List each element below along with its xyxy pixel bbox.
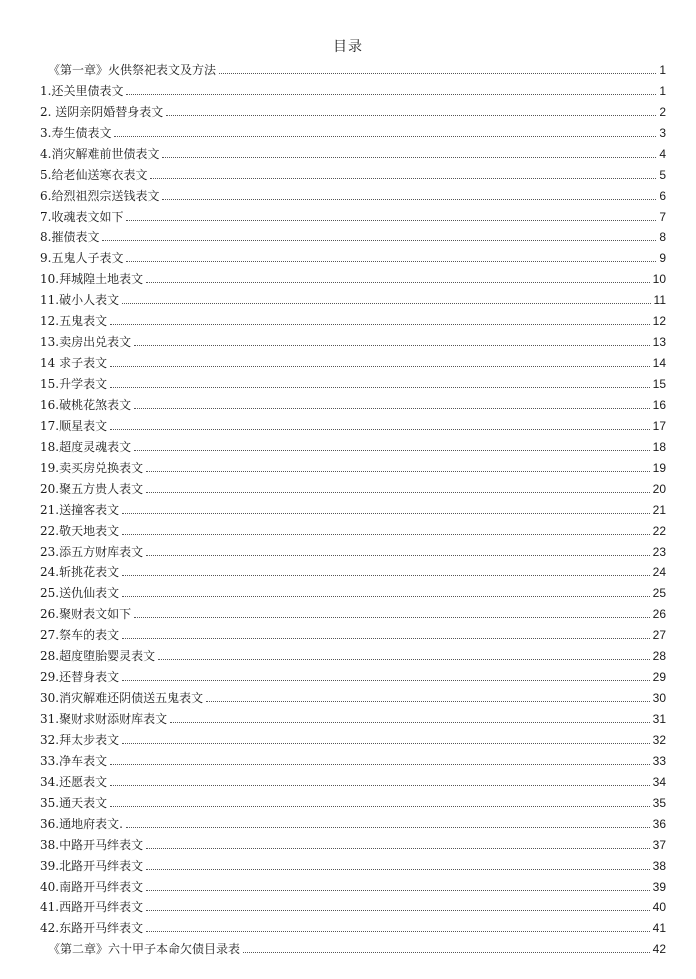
dot-leader — [122, 743, 650, 744]
toc-entry[interactable] — [40, 392, 666, 413]
toc-entry-title: 35.通天表文 — [40, 795, 108, 810]
dot-leader — [158, 659, 650, 660]
toc-entry-page-number: 11 — [653, 293, 666, 308]
dot-leader — [126, 827, 650, 828]
toc-entry-page-number: 5 — [659, 167, 666, 182]
toc-entry-title: 《第二章》六十甲子本命欠债目录表 — [48, 942, 241, 957]
toc-entry-title: 10.拜城隍土地表文 — [40, 272, 144, 287]
dot-leader — [134, 345, 650, 346]
toc-entry-page-number: 12 — [652, 314, 666, 329]
toc-entry-page-number: 8 — [659, 230, 666, 245]
dot-leader — [146, 848, 650, 849]
toc-entry-title: 19.卖买房兑换表文 — [40, 460, 144, 475]
toc-entry-page-number: 9 — [659, 251, 666, 266]
toc-entry[interactable] — [40, 78, 666, 99]
toc-entry-title: 17.顺星表文 — [40, 418, 108, 433]
toc-entry[interactable] — [40, 225, 666, 246]
toc-entry-title: 30.消灾解难还阴债送五鬼表文 — [40, 691, 204, 706]
toc-entry-title: 7.收魂表文如下 — [40, 209, 124, 224]
toc-entry-page-number: 25 — [652, 586, 666, 601]
toc-entry-page-number: 39 — [652, 879, 666, 894]
dot-leader — [146, 492, 650, 493]
toc-entry[interactable] — [40, 266, 666, 287]
toc-entry-title: 21.送撞客表文 — [40, 502, 120, 517]
toc-entry[interactable] — [40, 622, 666, 643]
toc-entry-page-number: 32 — [652, 732, 666, 747]
toc-entry-page-number: 4 — [659, 146, 666, 161]
dot-leader — [243, 952, 650, 953]
toc-entry[interactable] — [40, 601, 666, 622]
toc-entry[interactable] — [40, 162, 666, 183]
toc-entry-page-number: 35 — [652, 795, 666, 810]
toc-entry-title: 27.祭车的表文 — [40, 628, 120, 643]
toc-entry-page-number: 40 — [652, 900, 666, 915]
toc-entry-title: 6.给烈祖烈宗送钱表文 — [40, 188, 160, 203]
toc-entry-page-number: 36 — [652, 816, 666, 831]
toc-entry-page-number: 2 — [659, 104, 666, 119]
toc-entry-page-number: 1 — [659, 83, 666, 98]
toc-entry-title: 8.摧债表文 — [40, 230, 100, 245]
toc-entry[interactable] — [40, 790, 666, 811]
toc-entry[interactable] — [40, 141, 666, 162]
toc-entry[interactable] — [40, 580, 666, 601]
dot-leader — [146, 910, 650, 911]
toc-entry-page-number: 27 — [652, 628, 666, 643]
toc-entry-title: 18.超度灵魂表文 — [40, 439, 132, 454]
dot-leader — [110, 429, 650, 430]
toc-entry[interactable] — [40, 895, 666, 916]
toc-entry[interactable] — [40, 57, 666, 78]
toc-entry[interactable] — [40, 497, 666, 518]
dot-leader — [219, 73, 656, 74]
toc-entry-title: 3.寿生债表文 — [40, 125, 112, 140]
toc-entry-title: 16.破桃花煞表文 — [40, 397, 132, 412]
toc-entry[interactable] — [40, 434, 666, 455]
toc-entry[interactable] — [40, 308, 666, 329]
dot-leader — [146, 869, 650, 870]
dot-leader — [146, 931, 650, 932]
toc-entry-title: 5.给老仙送寒衣表文 — [40, 167, 148, 182]
toc-entry[interactable] — [40, 476, 666, 497]
toc-entry-page-number: 20 — [652, 481, 666, 496]
toc-entry[interactable] — [40, 518, 666, 539]
toc-entry[interactable] — [40, 915, 666, 936]
toc-entry-page-number: 16 — [652, 397, 666, 412]
toc-entry-page-number: 21 — [652, 502, 666, 517]
toc-entry-page-number: 34 — [652, 774, 666, 789]
toc-entry[interactable] — [40, 539, 666, 560]
toc-entry-page-number: 42 — [652, 942, 666, 957]
toc-entry-page-number: 41 — [652, 921, 666, 936]
toc-entry-page-number: 6 — [659, 188, 666, 203]
toc-entry-page-number: 38 — [652, 858, 666, 873]
toc-entry-title: 23.添五方财库表文 — [40, 544, 144, 559]
dot-leader — [146, 555, 650, 556]
toc-entry[interactable] — [40, 769, 666, 790]
dot-leader — [110, 806, 650, 807]
toc-entry[interactable] — [40, 727, 666, 748]
toc-entry-title: 29.还替身表文 — [40, 670, 120, 685]
toc-entry-page-number: 22 — [652, 523, 666, 538]
toc-entry-page-number: 18 — [652, 439, 666, 454]
dot-leader — [102, 240, 656, 241]
toc-entry-title: 26.聚财表文如下 — [40, 607, 132, 622]
toc-entry-page-number: 7 — [659, 209, 666, 224]
page-title: 目录 — [333, 39, 363, 55]
toc-entry[interactable] — [40, 874, 666, 895]
toc-entry-page-number: 3 — [659, 125, 666, 140]
toc-entry-title: 39.北路开马绊表文 — [40, 858, 144, 873]
toc-entry[interactable] — [40, 183, 666, 204]
toc-entry-page-number: 13 — [652, 335, 666, 350]
dot-leader — [122, 638, 650, 639]
toc-entry-title: 9.五鬼人子表文 — [40, 251, 124, 266]
toc-entry-page-number: 37 — [652, 837, 666, 852]
toc-entry[interactable] — [40, 245, 666, 266]
dot-leader — [166, 115, 656, 116]
toc-entry-page-number: 30 — [652, 691, 666, 706]
toc-entry[interactable] — [40, 664, 666, 685]
toc-entry-page-number: 23 — [652, 544, 666, 559]
dot-leader — [110, 366, 650, 367]
dot-leader — [134, 408, 650, 409]
toc-entry-title: 14 求子表文 — [40, 356, 108, 371]
toc-entry-title: 40.南路开马绊表文 — [40, 879, 144, 894]
toc-entry[interactable] — [40, 99, 666, 120]
dot-leader — [150, 178, 656, 179]
toc-entry[interactable] — [40, 329, 666, 350]
toc-entry-title: 4.消灾解难前世债表文 — [40, 146, 160, 161]
toc-entry-title: 42.东路开马绊表文 — [40, 921, 144, 936]
dot-leader — [206, 701, 650, 702]
toc-entry[interactable] — [40, 560, 666, 581]
dot-leader — [122, 534, 650, 535]
toc-entry-title: 36.通地府表文. — [40, 816, 123, 831]
toc-entry-page-number: 33 — [652, 753, 666, 768]
toc-entry-title: 15.升学表文 — [40, 377, 108, 391]
dot-leader — [122, 680, 650, 681]
toc-entry-page-number: 19 — [652, 460, 666, 475]
dot-leader — [110, 324, 650, 325]
toc-entry-title: 31.聚财求财添财库表文 — [40, 712, 168, 726]
toc-entry-title: 32.拜太步表文 — [40, 732, 120, 747]
dot-leader — [162, 157, 656, 158]
toc-entry[interactable] — [40, 204, 666, 225]
dot-leader — [110, 387, 650, 388]
toc-entry-title: 22.敬天地表文 — [40, 523, 120, 538]
toc-entry[interactable] — [40, 832, 666, 853]
toc-entry[interactable] — [40, 643, 666, 664]
dot-leader — [126, 220, 656, 221]
toc-entry-title: 34.还愿表文 — [40, 774, 108, 789]
dot-leader — [146, 890, 650, 891]
dot-leader — [134, 450, 650, 451]
toc-entry-page-number: 29 — [652, 670, 666, 685]
toc-entry-title: 12.五鬼表文 — [40, 314, 108, 329]
toc-entry-title: 33.净车表文 — [40, 753, 108, 768]
toc-entry[interactable] — [40, 748, 666, 769]
toc-entry-title: 《第一章》火供祭祀表文及方法 — [48, 62, 217, 77]
dot-leader — [146, 471, 650, 472]
toc-entry[interactable] — [40, 685, 666, 706]
toc-entry-title: 1.还关里债表文 — [40, 83, 124, 98]
toc-entry-title: 28.超度堕胎婴灵表文 — [40, 649, 156, 664]
toc-entry-page-number: 24 — [652, 565, 666, 580]
toc-entry-page-number: 14 — [652, 356, 666, 371]
toc-entry-page-number: 17 — [652, 418, 666, 433]
dot-leader — [122, 513, 650, 514]
toc-entry-page-number: 1 — [659, 62, 666, 77]
dot-leader — [114, 136, 656, 137]
toc-entry[interactable] — [40, 350, 666, 371]
dot-leader — [110, 785, 650, 786]
toc-entry-title: 38.中路开马绊表文 — [40, 837, 144, 852]
toc-entry-title: 41.西路开马绊表文 — [40, 900, 144, 915]
dot-leader — [126, 261, 656, 262]
dot-leader — [146, 282, 650, 283]
toc-entry[interactable] — [40, 120, 666, 141]
toc-entry[interactable] — [40, 853, 666, 874]
toc-entry[interactable] — [40, 936, 666, 957]
toc-entry-title: 25.送仇仙表文 — [40, 586, 120, 601]
toc-entry-title: 20.聚五方贵人表文 — [40, 481, 144, 496]
toc-entry-title: 2. 送阴亲阴婚替身表文 — [40, 104, 164, 119]
toc-entry-page-number: 28 — [652, 649, 666, 664]
toc-entry-page-number: 26 — [652, 607, 666, 622]
toc-entry[interactable] — [40, 287, 666, 308]
toc-entry-page-number: 15 — [652, 377, 666, 391]
toc-entry[interactable] — [40, 371, 666, 392]
dot-leader — [122, 596, 650, 597]
dot-leader — [122, 575, 650, 576]
toc-entry-title: 24.斩挑花表文 — [40, 565, 120, 580]
dot-leader — [110, 764, 650, 765]
dot-leader — [122, 303, 650, 304]
toc-entry[interactable] — [40, 455, 666, 476]
toc-entry[interactable] — [40, 811, 666, 832]
toc-entry-page-number: 10 — [652, 272, 666, 287]
dot-leader — [126, 94, 656, 95]
toc-entry[interactable] — [40, 413, 666, 434]
dot-leader — [162, 199, 656, 200]
toc-list — [40, 57, 666, 957]
toc-entry-title: 11.破小人表文 — [40, 293, 120, 308]
dot-leader — [134, 617, 650, 618]
toc-entry-title: 13.卖房出兑表文 — [40, 335, 132, 350]
toc-entry[interactable] — [40, 706, 666, 727]
toc-entry-page-number: 31 — [652, 712, 666, 726]
dot-leader — [170, 722, 650, 723]
